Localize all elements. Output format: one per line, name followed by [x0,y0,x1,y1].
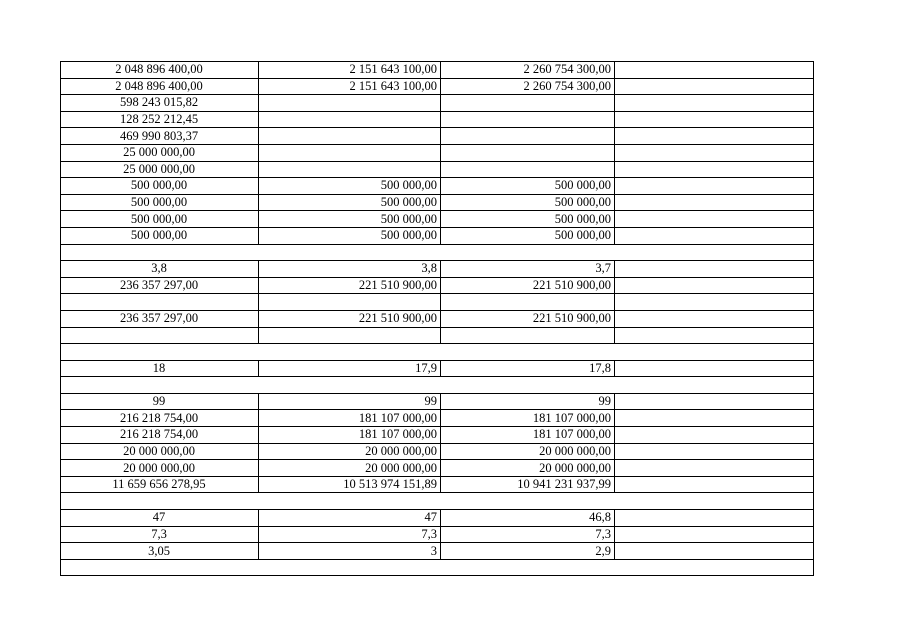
table-cell-col-4 [615,128,814,145]
table-cell-col-1: 469 990 803,37 [61,128,259,145]
table-cell-col-4 [615,194,814,211]
table-cell-col-1: 216 218 754,00 [61,410,259,427]
table-row [61,211,814,228]
table-cell-col-1 [61,294,259,311]
table-cell-col-3: 181 107 000,00 [441,410,615,427]
table-cell-col-1: 500 000,00 [61,194,259,211]
table-cell-col-1 [61,344,259,361]
table-row [61,294,814,311]
table-cell-col-2 [259,559,441,576]
table-cell-col-3 [441,161,615,178]
table-cell-col-2 [259,327,441,344]
table-cell-col-1: 3,05 [61,543,259,560]
table-cell-col-1: 236 357 297,00 [61,277,259,294]
table-cell-col-4 [615,526,814,543]
table-cell-col-3 [441,327,615,344]
table-row [61,277,814,294]
table-row [61,78,814,95]
table-cell-col-4 [615,310,814,327]
table-cell-col-2 [259,244,441,261]
table-row [61,360,814,377]
table-cell-col-2: 2 151 643 100,00 [259,62,441,79]
table-cell-col-2: 17,9 [259,360,441,377]
table-cell-col-4 [615,460,814,477]
table-cell-col-2: 181 107 000,00 [259,410,441,427]
table-row [61,95,814,112]
table-cell-col-2: 500 000,00 [259,194,441,211]
table-row [61,393,814,410]
table-cell-col-3: 500 000,00 [441,211,615,228]
table-cell-col-2: 7,3 [259,526,441,543]
table-cell-col-3 [441,493,615,510]
table-cell-col-2: 500 000,00 [259,178,441,195]
table-row [61,128,814,145]
table-cell-col-1: 500 000,00 [61,178,259,195]
table-cell-col-2 [259,294,441,311]
table-row [61,493,814,510]
table-cell-col-3: 500 000,00 [441,194,615,211]
table-cell-col-2 [259,111,441,128]
table-cell-col-4 [615,95,814,112]
table-cell-col-1: 99 [61,393,259,410]
table-cell-col-2: 2 151 643 100,00 [259,78,441,95]
table-cell-col-2: 221 510 900,00 [259,277,441,294]
table-cell-col-3: 20 000 000,00 [441,443,615,460]
table-cell-col-1: 2 048 896 400,00 [61,62,259,79]
table-cell-col-4 [615,410,814,427]
table-row [61,161,814,178]
table-cell-col-4 [615,227,814,244]
table-cell-col-3 [441,244,615,261]
table-cell-col-2 [259,377,441,394]
table-cell-col-4 [615,178,814,195]
table-cell-col-3: 221 510 900,00 [441,277,615,294]
table-cell-col-4 [615,62,814,79]
table-row [61,443,814,460]
table-row [61,144,814,161]
table-cell-col-4 [615,161,814,178]
table-cell-col-1: 500 000,00 [61,227,259,244]
table-cell-col-3 [441,559,615,576]
table-cell-col-1: 3,8 [61,261,259,278]
table-row [61,344,814,361]
table-cell-col-1: 20 000 000,00 [61,460,259,477]
table-cell-col-3: 181 107 000,00 [441,427,615,444]
table-cell-col-3 [441,111,615,128]
table-cell-col-1: 25 000 000,00 [61,161,259,178]
table-cell-col-2: 20 000 000,00 [259,443,441,460]
table-body [61,62,814,576]
table-cell-col-2 [259,95,441,112]
table-row [61,310,814,327]
table-cell-col-1: 128 252 212,45 [61,111,259,128]
table-cell-col-4 [615,144,814,161]
table-cell-col-2 [259,144,441,161]
table-cell-col-3: 221 510 900,00 [441,310,615,327]
table-cell-col-1: 236 357 297,00 [61,310,259,327]
table-cell-col-3: 99 [441,393,615,410]
table-row [61,261,814,278]
table-cell-col-2 [259,493,441,510]
table-cell-col-4 [615,377,814,394]
table-cell-col-3 [441,95,615,112]
table-cell-col-3 [441,344,615,361]
table-cell-col-3: 3,7 [441,261,615,278]
table-cell-col-1 [61,493,259,510]
table-cell-col-3 [441,377,615,394]
table-cell-col-4 [615,111,814,128]
table-cell-col-1 [61,559,259,576]
table-row [61,227,814,244]
table-cell-col-3: 17,8 [441,360,615,377]
table-row [61,194,814,211]
table-cell-col-4 [615,327,814,344]
table-cell-col-1: 47 [61,510,259,527]
table-cell-col-1: 598 243 015,82 [61,95,259,112]
table-cell-col-3: 2 260 754 300,00 [441,78,615,95]
table-cell-col-2: 3 [259,543,441,560]
table-cell-col-3 [441,144,615,161]
table-cell-col-3 [441,128,615,145]
table-cell-col-2: 181 107 000,00 [259,427,441,444]
table-cell-col-4 [615,443,814,460]
table-row [61,510,814,527]
table-row [61,526,814,543]
table-row [61,410,814,427]
table-cell-col-3: 20 000 000,00 [441,460,615,477]
table-cell-col-4 [615,559,814,576]
table-cell-col-1: 500 000,00 [61,211,259,228]
table-row [61,476,814,493]
table-cell-col-4 [615,393,814,410]
table-cell-col-4 [615,360,814,377]
table-cell-col-4 [615,493,814,510]
table-cell-col-3: 46,8 [441,510,615,527]
table-cell-col-2: 99 [259,393,441,410]
table-cell-col-3: 500 000,00 [441,178,615,195]
table-cell-col-2: 221 510 900,00 [259,310,441,327]
table-cell-col-2 [259,344,441,361]
table-cell-col-4 [615,476,814,493]
table-cell-col-3: 7,3 [441,526,615,543]
table-cell-col-3: 500 000,00 [441,227,615,244]
table-cell-col-1: 11 659 656 278,95 [61,476,259,493]
table-row [61,460,814,477]
table-cell-col-1: 18 [61,360,259,377]
table-cell-col-2: 3,8 [259,261,441,278]
table-row [61,62,814,79]
table-cell-col-3 [441,294,615,311]
table-cell-col-1: 25 000 000,00 [61,144,259,161]
table-row [61,244,814,261]
table-row [61,543,814,560]
table-row [61,327,814,344]
table-cell-col-2 [259,161,441,178]
table-cell-col-2: 500 000,00 [259,211,441,228]
table-cell-col-4 [615,211,814,228]
table-cell-col-1 [61,377,259,394]
table-cell-col-1: 216 218 754,00 [61,427,259,444]
table-row [61,111,814,128]
table-row [61,559,814,576]
table-cell-col-1 [61,327,259,344]
table-cell-col-2: 20 000 000,00 [259,460,441,477]
table-cell-col-2: 500 000,00 [259,227,441,244]
table-cell-col-3: 2 260 754 300,00 [441,62,615,79]
table-cell-col-4 [615,277,814,294]
table-row [61,377,814,394]
table-cell-col-1: 2 048 896 400,00 [61,78,259,95]
table-row [61,427,814,444]
table-cell-col-4 [615,543,814,560]
table-cell-col-4 [615,344,814,361]
table-cell-col-3: 2,9 [441,543,615,560]
table-cell-col-3: 10 941 231 937,99 [441,476,615,493]
table-cell-col-1: 7,3 [61,526,259,543]
table-cell-col-4 [615,427,814,444]
table-cell-col-4 [615,78,814,95]
table-cell-col-1: 20 000 000,00 [61,443,259,460]
table-cell-col-1 [61,244,259,261]
table-cell-col-4 [615,261,814,278]
table-cell-col-2 [259,128,441,145]
table-cell-col-4 [615,244,814,261]
table-cell-col-2: 47 [259,510,441,527]
table-cell-col-4 [615,294,814,311]
table-cell-col-4 [615,510,814,527]
table-cell-col-2: 10 513 974 151,89 [259,476,441,493]
table-row [61,178,814,195]
data-table [60,61,814,576]
